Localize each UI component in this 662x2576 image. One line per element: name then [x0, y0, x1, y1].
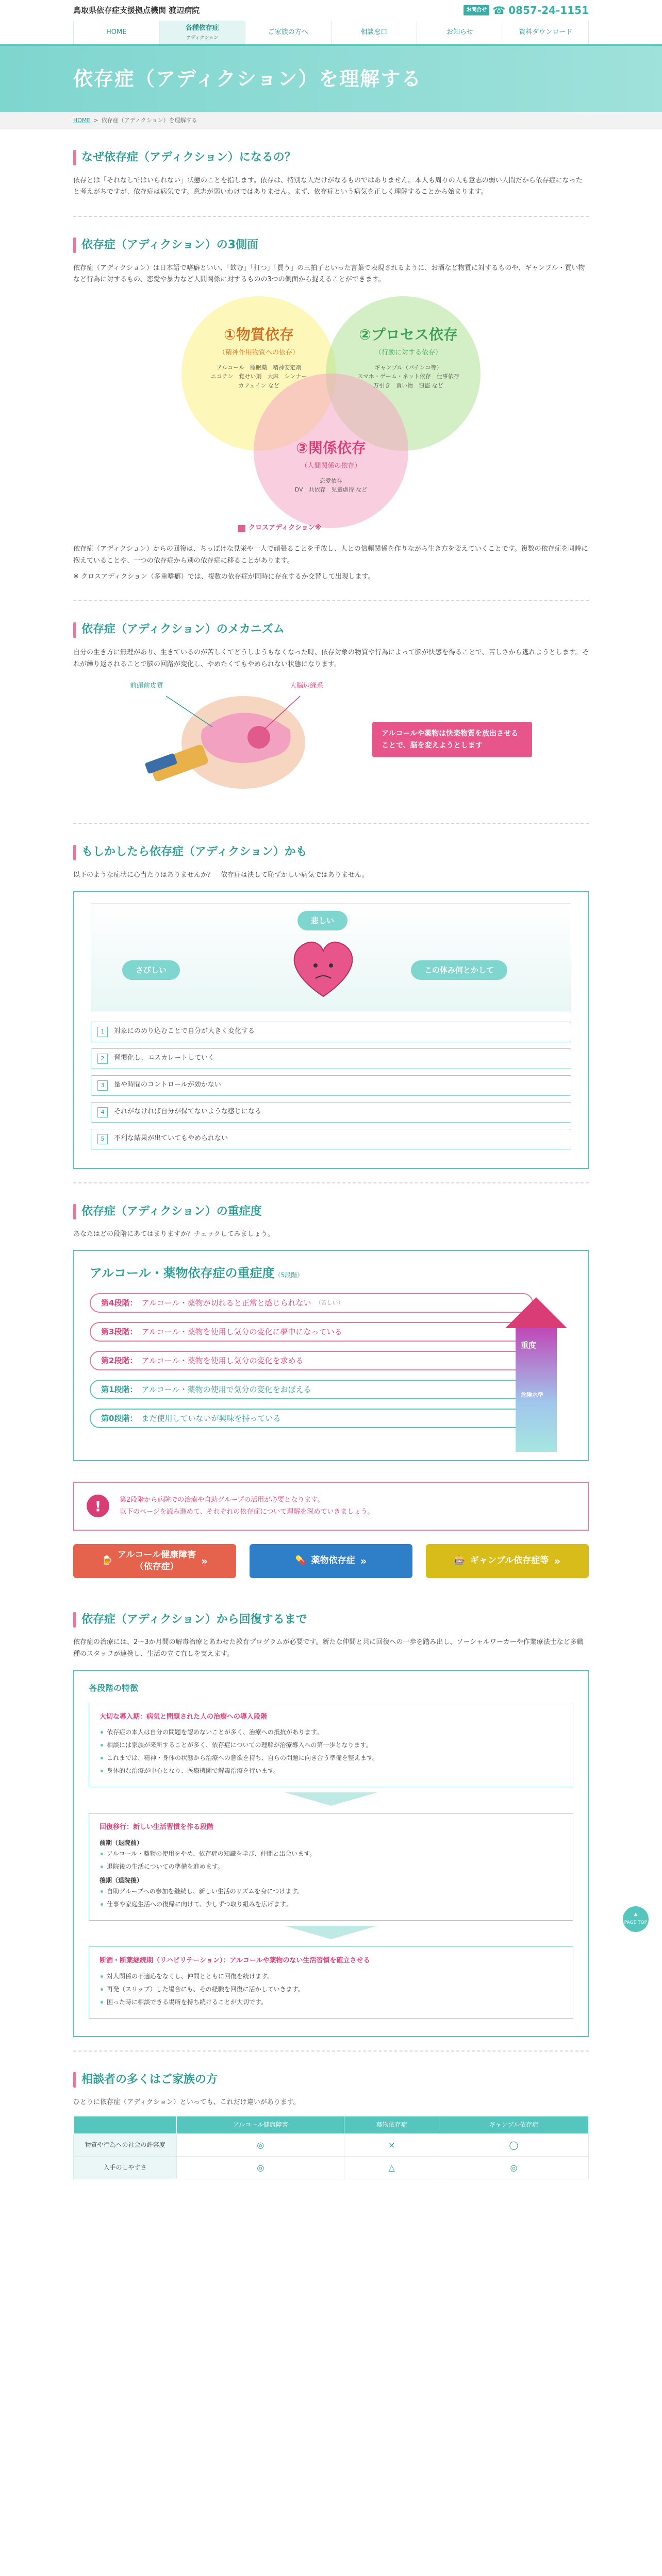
- tel-badge: お問合せ: [464, 5, 489, 15]
- site-name[interactable]: 鳥取県依存症支援拠点機関 渡辺病院: [73, 5, 200, 15]
- chevron-right-icon: »: [201, 1554, 208, 1567]
- stage-0: 第0段階： まだ使用していないが興味を持っている: [90, 1409, 533, 1428]
- section-recovery: [73, 1610, 589, 2052]
- severity-title: アルコール・薬物依存症の重症度（5段階）: [90, 1265, 304, 1280]
- heart-icon: [287, 935, 359, 1002]
- check-item: 3 量や時間のコントロールが効かない: [91, 1075, 571, 1096]
- tel-contact[interactable]: [464, 2, 589, 20]
- section-title: 依存症（アディクション）の3側面: [81, 239, 259, 251]
- phone-icon: ☎: [492, 4, 506, 16]
- check-number: 3: [97, 1080, 108, 1091]
- brain-illustration: [73, 681, 589, 799]
- check-number: 5: [97, 1134, 108, 1144]
- venn-label-relationship: ③関係依存 （人間関係の依存） 恋愛依存 DV 共依存 児童虐待 など: [294, 439, 368, 494]
- arrow-label-danger: 危険水準: [521, 1391, 543, 1398]
- notice-text: 第2段階から病院での治療や自助グループの活用が必要となります。 以下のページを読み進めて、それぞれの依存症について理解を深めていきましょう。: [120, 1496, 374, 1516]
- bubble-body: この体み何とかして: [411, 960, 507, 980]
- nav-download[interactable]: 資料ダウンロード: [503, 21, 589, 44]
- arrow-label-severe: 重度: [521, 1340, 537, 1350]
- table-row: 入手のしやすさ ◎ △ ◎: [74, 2157, 589, 2179]
- stage-1: 第1段階： アルコール・薬物の使用で気分の変化をおぼえる: [90, 1380, 533, 1399]
- nav-news[interactable]: お知らせ: [417, 21, 503, 44]
- category-buttons: [73, 1544, 589, 1578]
- table-header-row: アルコール健康障害 薬物依存症 ギャンブル依存症: [74, 2116, 589, 2134]
- slot-icon: 🎰: [454, 1555, 465, 1566]
- recovery-box: [73, 1670, 589, 2037]
- heart-illustration: [91, 903, 571, 1011]
- section-bar: [73, 622, 76, 638]
- section-note: ※ クロスアディクション（多重嗜癖）では、複数の依存症が同時に存在するか交替して出現します。: [73, 572, 375, 581]
- section-body: 以下のような症状に心当たりはありませんか？ 依存症は決して恥ずかしい病気ではありません。: [73, 871, 369, 879]
- section-mechanism: [73, 620, 589, 824]
- section-bar: [73, 1612, 76, 1628]
- section-body: 依存とは「それなしではいられない」状態のことを指します。依存は、特別な人だけがなるものではありません。本人も周りの人も意志の弱い人間だから依存症になったと考えがちですが、依存症は病気です。意志が弱いわけではありません。まず、依存症という病気を正しく理解することから始まります。: [73, 176, 583, 196]
- top-bar: [0, 0, 662, 21]
- section-title: 依存症（アディクション）の重症度: [81, 1205, 262, 1218]
- alert-icon: !: [87, 1495, 109, 1517]
- check-item: 1 対象にのめり込むことで自分が大きく変化する: [91, 1022, 571, 1042]
- stage-3: 第3段階： アルコール・薬物を使用し気分の変化に夢中になっている: [90, 1322, 533, 1342]
- cross-addiction-label: クロスアディクション※: [238, 522, 321, 534]
- section-body: 依存症の治療には、2〜3か月間の解毒治療とあわせた教育プログラムが必要です。新たな仲間と共に回復への一歩を踏み出し、ソーシャルワーカーや作業療法士など多職種のスタッフが連携し、生活の立て直しを支えます。: [73, 1638, 584, 1658]
- section-title: 依存症（アディクション）のメカニズム: [81, 623, 285, 636]
- section-severity: [73, 1202, 589, 1591]
- drug-button[interactable]: 💊 薬物依存症 »: [250, 1544, 412, 1578]
- check-number: 1: [97, 1027, 108, 1037]
- page-title: 依存症（アディクション）を理解する: [73, 67, 422, 90]
- phase-intro: 大切な導入期：病気と問題された人の治療への導入段階 依存症の本人は自分の問題を認めないことが多く、治療への抵抗があります。 相談には家族が来所することが多く、依存症についての理解が治療導入への第一歩となります。 これまでは、精神・身体の状態から治療への意欲を持ち、自らの問題に向き合う準備を整えます。 身体的な治療が中心となり、医療機関で解毒治療を行います。: [89, 1703, 573, 1788]
- page-top-button[interactable]: ▲ PAGE TOP: [623, 1906, 649, 1932]
- notice-box: [73, 1482, 589, 1531]
- section-body: 依存症（アディクション）は日本語で嗜癖といい、「飲む」「打つ」「買う」の三拍子といった言葉で表現されるように、お酒など物質に対するものや、ギャンブル・買い物など行為に対するもの、恋愛や暴力など人間関係に対するものの3つの側面から捉えることができます。: [73, 264, 585, 284]
- chevron-up-icon: ▲: [634, 1912, 638, 1918]
- arrow-down-icon: [285, 1926, 377, 1939]
- section-body: ひとりに依存症（アディクション）といっても、これだけ違いがあります。: [73, 2098, 300, 2107]
- phase-maintenance: 断酒・断薬継続期（リハビリテーション）：アルコールや薬物のない生活習慣を確立させる 対人関係の不適応をなくし、仲間とともに回復を続けます。 再発（スリップ）した場合にも、その経験を回復に活かしていきます。 困った時に相談できる場所を持ち続けることが大切です。: [89, 1946, 573, 2019]
- section-why: [73, 148, 589, 217]
- arrow-up-icon: [505, 1297, 567, 1328]
- section-title: 相談者の多くはご家族の方: [81, 2073, 218, 2086]
- section-family: [73, 2070, 589, 2193]
- nav-consult[interactable]: 相談窓口: [331, 21, 417, 44]
- mechanism-callout: アルコールや薬物は快楽物質を放出させることで、脳を変えようとします: [372, 722, 532, 757]
- section-bar: [73, 1204, 76, 1219]
- brain-head-icon: [73, 681, 362, 799]
- legend-swatch: [238, 525, 245, 532]
- check-item: 5 不利な結果が出ていてもやめられない: [91, 1129, 571, 1149]
- section-body-2: 依存症（アディクション）からの回復は、ちっぽけな見栄や一人で頑張ることを手放し、人との信頼関係を作りながら生き方を変えていくことです。複数の依存症を同時に抱えていることや、一つの依存症から別の依存症に移ることがあります。: [73, 545, 588, 565]
- section-symptoms: [73, 842, 589, 1183]
- label-prefrontal-cortex: 前頭前皮質: [130, 682, 164, 690]
- venn-label-process: ②プロセス依存 （行動に対する依存） ギャンブル（パチンコ等） スマホ・ゲーム・ネット依存 仕事依存 万引き 買い物 窃盗 など: [357, 326, 459, 389]
- chevron-right-icon: »: [554, 1554, 561, 1567]
- severity-arrow: [516, 1297, 557, 1452]
- nav-home[interactable]: HOME: [73, 21, 159, 44]
- section-bar: [73, 2072, 76, 2088]
- stage-4: 第4段階： アルコール・薬物が切れると正常と感じられない （苦しい）: [90, 1293, 533, 1313]
- bottle-icon: 🍺: [101, 1555, 113, 1566]
- section-bar: [73, 150, 76, 165]
- label-limbic-system: 大脳辺縁系: [290, 682, 324, 690]
- section-three-aspects: [73, 235, 589, 601]
- section-title: 依存症（アディクション）から回復するまで: [81, 1613, 307, 1626]
- main-nav: [0, 21, 662, 46]
- check-item: 2 習慣化し、エスカレートしていく: [91, 1048, 571, 1069]
- severity-box: [73, 1250, 589, 1461]
- breadcrumb-home-link[interactable]: HOME: [73, 117, 91, 124]
- phase-transition: 回復移行：新しい生活習慣を作る段階 前期（退院前） アルコール・薬物の使用をやめ、依存症の知識を学び、仲間と出会います。 退院後の生活についての準備を進めます。 後期（退院後） 自助グループへの参加を継続し、新しい生活のリズムを身につけます。 仕事や家庭生活への復帰に向けて、少しずつ取り組みを広げます。: [89, 1813, 573, 1921]
- section-bar: [73, 845, 76, 860]
- stage-2: 第2段階： アルコール・薬物を使用し気分の変化を求める: [90, 1351, 533, 1370]
- check-number: 4: [97, 1107, 108, 1117]
- tel-number: 0857-24-1151: [508, 4, 589, 16]
- breadcrumb: HOME > 依存症（アディクション）を理解する: [0, 112, 662, 129]
- check-item: 4 それがなければ自分が保てないような感じになる: [91, 1102, 571, 1123]
- section-bar: [73, 238, 76, 253]
- section-title: もしかしたら依存症（アディクション）かも: [81, 845, 307, 859]
- recovery-head: 各段階の特徴: [89, 1683, 139, 1693]
- venn-diagram: [171, 296, 491, 538]
- table-row: 物質や行為への社会の許容度 ◎ × ◯: [74, 2134, 589, 2157]
- nav-addiction[interactable]: 各種依存症 アディクション: [159, 21, 245, 44]
- nav-family[interactable]: ご家族の方へ: [245, 21, 331, 44]
- section-body: あなたはどの段階にあてはまりますか？チェックしてみましょう。: [73, 1230, 274, 1238]
- symptom-box: [73, 891, 589, 1169]
- section-body: 自分の生き方に無理があり、生きているのが苦しくてどうしようもなくなった時、依存対象の物質や行為によって脳が快感を得ることで、苦しさから逃れようとします。それが繰り返されることで脳の回路が変化し、やめたくてもやめられない状態になります。: [73, 648, 589, 668]
- venn-label-substance: ①物質依存 （精神作用物質への依存） アルコール 睡眠薬 精神安定剤 ニコチン 覚せい剤 大麻 シンナー カフェイン など: [210, 326, 307, 389]
- chevron-right-icon: »: [360, 1554, 367, 1567]
- check-number: 2: [97, 1054, 108, 1064]
- bubble-lonely: さびしい: [122, 960, 180, 980]
- gambling-button[interactable]: 🎰 ギャンブル依存症等 »: [426, 1544, 589, 1578]
- pill-icon: 💊: [295, 1555, 306, 1566]
- comparison-table: [73, 2116, 589, 2179]
- hero-banner: [0, 46, 662, 112]
- breadcrumb-current: 依存症（アディクション）を理解する: [101, 117, 197, 124]
- arrow-down-icon: [285, 1792, 377, 1806]
- bubble-sad: 悲しい: [297, 911, 347, 930]
- section-title: なぜ依存症（アディクション）になるの？: [81, 151, 296, 164]
- alcohol-button[interactable]: 🍺 アルコール健康障害 （依存症） »: [73, 1544, 236, 1578]
